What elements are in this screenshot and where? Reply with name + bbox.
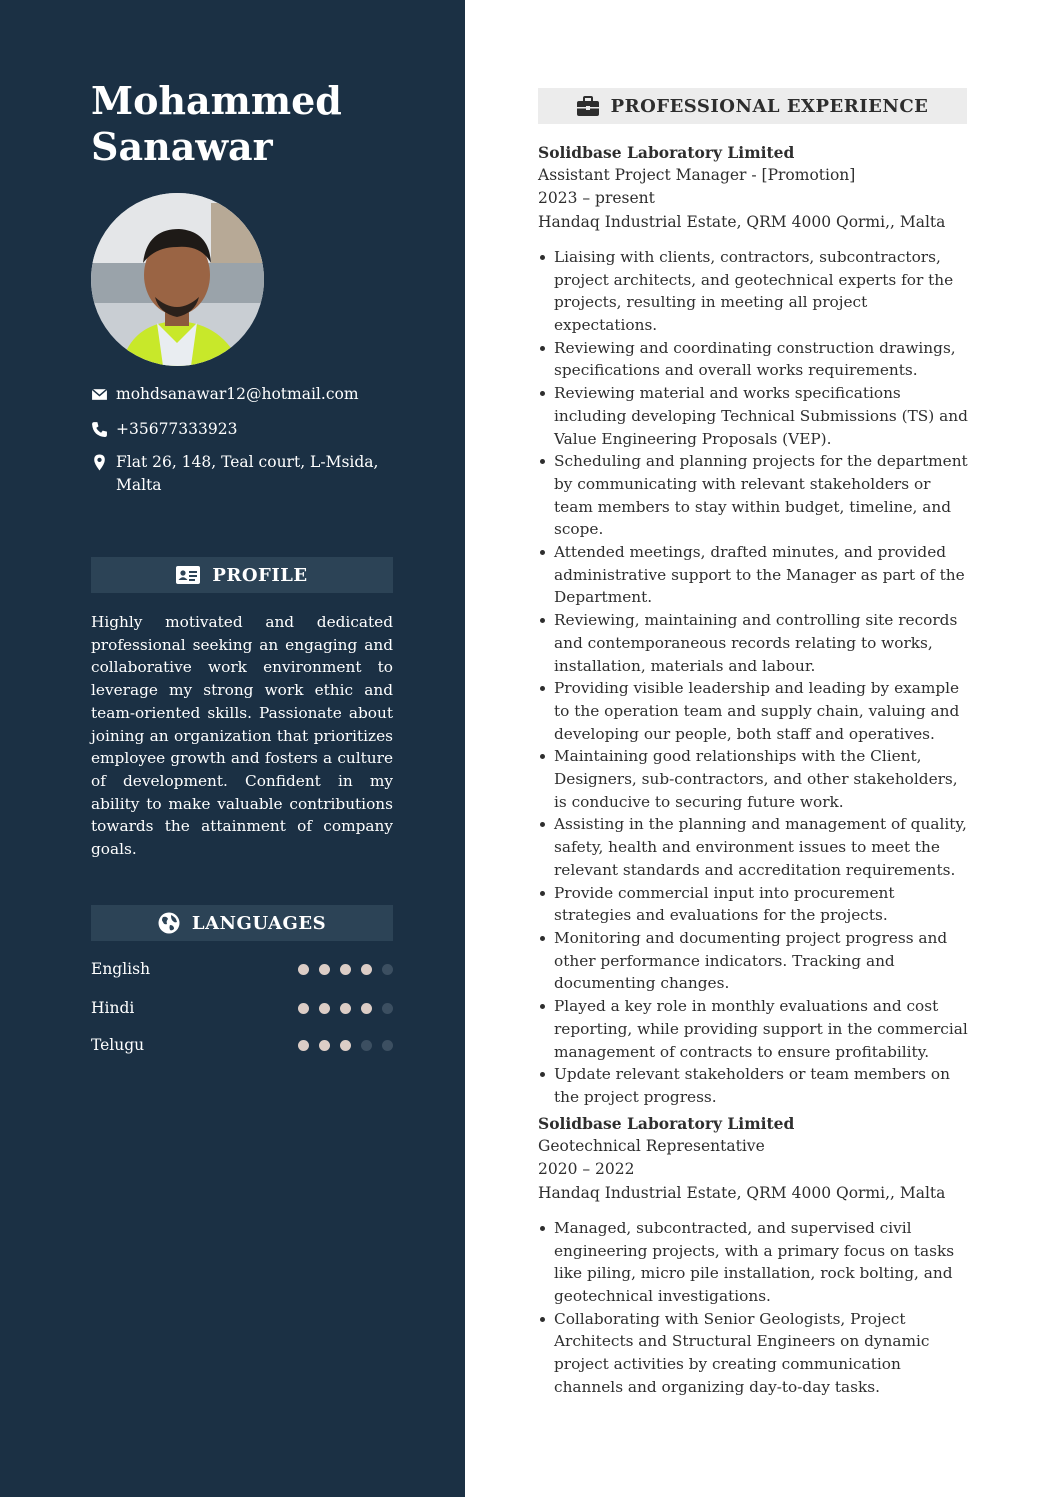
globe-icon <box>158 912 180 934</box>
language-level <box>298 1003 393 1014</box>
responsibility-item: Provide commercial input into procurement strategies and evaluations for the projects. <box>538 882 968 927</box>
profile-photo <box>91 193 264 366</box>
language-name: Hindi <box>91 999 135 1017</box>
responsibility-item: Managed, subcontracted, and supervised civil engineering projects, with a primary focus on tasks like piling, micro pile installation, rock bolting, and geotechnical investigations. <box>538 1217 968 1308</box>
level-dot-filled <box>340 1040 351 1051</box>
profile-summary: Highly motivated and dedicated professional seeking an engaging and collaborative work environment to leverage my strong work ethic and team-oriented skills. Passionate about joining an organization that prioritizes employee growth and fosters a culture of development. Confident in my ability to make valuable contributions towards the attainment of company goals. <box>91 613 393 859</box>
job-company: Solidbase Laboratory Limited <box>538 143 795 162</box>
email-text[interactable]: mohdsanawar12@hotmail.com <box>116 385 359 403</box>
responsibility-item: Collaborating with Senior Geologists, Project Architects and Structural Engineers on dynamic project activities by creating communication channels and organizing day-to-day tasks. <box>538 1308 968 1399</box>
language-item <box>91 957 393 981</box>
language-name: English <box>91 960 151 978</box>
sidebar <box>0 0 465 1497</box>
responsibility-item: Reviewing, maintaining and controlling site records and contemporaneous records relating to works, installation, materials and labour. <box>538 609 968 677</box>
level-dot-empty <box>361 1040 372 1051</box>
candidate-name <box>91 78 421 170</box>
responsibility-item: Monitoring and documenting project progress and other performance indicators. Tracking and documenting changes. <box>538 927 968 995</box>
last-name: Sanawar <box>91 124 273 169</box>
language-level <box>298 964 393 975</box>
job-dates: 2023 – present <box>538 189 655 208</box>
level-dot-filled <box>319 964 330 975</box>
job-location: Handaq Industrial Estate, QRM 4000 Qormi,, Malta <box>538 1183 946 1202</box>
briefcase-icon <box>577 96 599 116</box>
level-dot-filled <box>340 1003 351 1014</box>
job-company: Solidbase Laboratory Limited <box>538 1114 795 1133</box>
phone-icon <box>91 421 108 438</box>
responsibility-item: Played a key role in monthly evaluations and cost reporting, while providing support in the commercial management of contracts to ensure profitability. <box>538 995 968 1063</box>
languages-heading-text: LANGUAGES <box>191 912 327 934</box>
portrait-illustration <box>91 193 264 366</box>
id-card-icon <box>176 566 200 584</box>
job-location: Handaq Industrial Estate, QRM 4000 Qormi,, Malta <box>538 212 946 231</box>
level-dot-filled <box>298 964 309 975</box>
job-title: Geotechnical Representative <box>538 1137 765 1155</box>
envelope-icon <box>91 386 108 403</box>
job-entry <box>538 1113 968 1399</box>
job-responsibilities <box>538 1217 968 1399</box>
level-dot-filled <box>319 1040 330 1051</box>
level-dot-empty <box>382 1040 393 1051</box>
experience-heading-text: PROFESSIONAL EXPERIENCE <box>610 95 929 117</box>
experience-heading <box>538 88 967 124</box>
level-dot-filled <box>340 964 351 975</box>
responsibility-item: Liaising with clients, contractors, subcontractors, project architects, and geotechnical experts for the projects, resulting in meeting all project expectations. <box>538 246 968 337</box>
job-responsibilities <box>538 246 968 1109</box>
job-entry <box>538 142 968 1109</box>
language-name: Telugu <box>91 1036 145 1054</box>
responsibility-item: Update relevant stakeholders or team members on the project progress. <box>538 1063 968 1108</box>
job-dates: 2020 – 2022 <box>538 1160 635 1179</box>
phone-text[interactable]: +35677333923 <box>116 420 238 438</box>
level-dot-filled <box>361 1003 372 1014</box>
level-dot-filled <box>361 964 372 975</box>
level-dot-filled <box>298 1040 309 1051</box>
responsibility-item: Attended meetings, drafted minutes, and provided administrative support to the Manager as part of the Department. <box>538 541 968 609</box>
responsibility-item: Scheduling and planning projects for the department by communicating with relevant stakeholders or team members to stay within budget, timeline, and scope. <box>538 450 968 541</box>
responsibility-item: Maintaining good relationships with the Client, Designers, sub-contractors, and other stakeholders, is conducive to securing future work. <box>538 745 968 813</box>
responsibility-item: Providing visible leadership and leading by example to the operation team and supply chain, valuing and developing our people, both staff and operatives. <box>538 677 968 745</box>
languages-heading <box>91 905 393 941</box>
responsibility-item: Reviewing material and works specifications including developing Technical Submissions (TS) and Value Engineering Proposals (VEP). <box>538 382 968 450</box>
profile-heading <box>91 557 393 593</box>
level-dot-empty <box>382 1003 393 1014</box>
job-title: Assistant Project Manager - [Promotion] <box>538 166 856 184</box>
language-item <box>91 996 393 1020</box>
map-pin-icon <box>91 454 108 471</box>
first-name: Mohammed <box>91 78 342 123</box>
level-dot-empty <box>382 964 393 975</box>
level-dot-filled <box>298 1003 309 1014</box>
responsibility-item: Reviewing and coordinating construction drawings, specifications and overall works requirements. <box>538 337 968 382</box>
level-dot-filled <box>319 1003 330 1014</box>
address-text: Flat 26, 148, Teal court, L-Msida, Malta <box>116 453 379 494</box>
language-item <box>91 1033 393 1057</box>
profile-heading-text: PROFILE <box>212 564 308 586</box>
language-level <box>298 1040 393 1051</box>
responsibility-item: Assisting in the planning and management of quality, safety, health and environment issues to meet the relevant standards and accreditation requirements. <box>538 813 968 881</box>
